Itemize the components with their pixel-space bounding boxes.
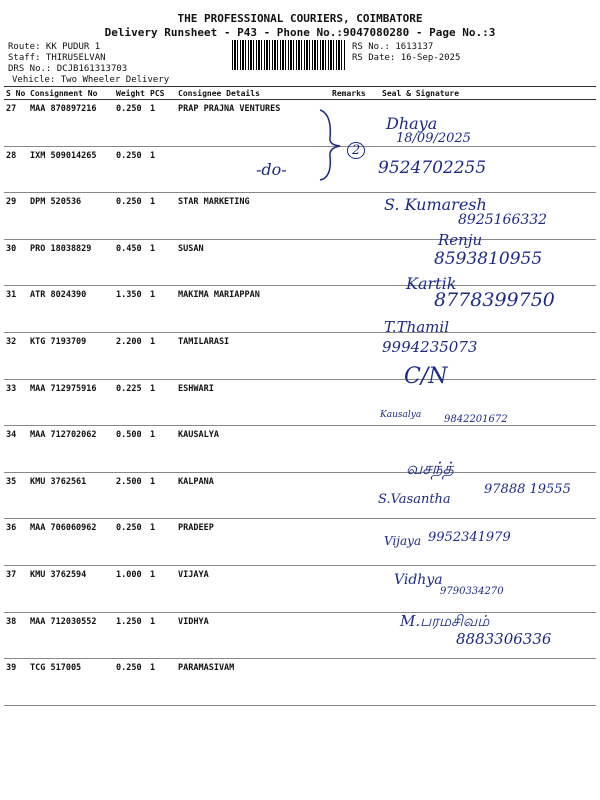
table-row bbox=[4, 146, 596, 193]
row-consignment-no: MAA 870897216 bbox=[28, 100, 114, 147]
row-consignment-no: MAA 712975916 bbox=[28, 379, 114, 426]
row-sno: 27 bbox=[4, 100, 28, 147]
col-weight-header: Weight bbox=[114, 87, 148, 100]
row-pcs: 1 bbox=[148, 193, 176, 240]
ditto-mark: -do- bbox=[256, 160, 287, 179]
row-consignment-no: KMU 3762594 bbox=[28, 565, 114, 612]
row-remarks bbox=[330, 565, 380, 612]
row-weight: 0.250 bbox=[114, 146, 148, 193]
row-seal-signature bbox=[380, 146, 596, 193]
row-remarks bbox=[330, 286, 380, 333]
row-pcs: 1 bbox=[148, 519, 176, 566]
row-sno: 29 bbox=[4, 193, 28, 240]
phone-38: 9790334270 bbox=[440, 586, 504, 597]
row-remarks bbox=[330, 659, 380, 706]
signature-30: Renju bbox=[438, 231, 483, 249]
row-sno: 33 bbox=[4, 379, 28, 426]
row-sno: 32 bbox=[4, 332, 28, 379]
table-row bbox=[4, 659, 596, 706]
barcode bbox=[232, 40, 346, 70]
signature-37: Vijaya bbox=[384, 534, 422, 548]
row-seal-signature bbox=[380, 286, 596, 333]
phone-28: 9524702255 bbox=[378, 158, 487, 178]
row-consignee: PRAP PRAJNA VENTURES bbox=[176, 100, 330, 147]
row-weight: 1.350 bbox=[114, 286, 148, 333]
row-seal-signature bbox=[380, 472, 596, 519]
col-consignment-header: Consignment No bbox=[28, 87, 114, 100]
table-row bbox=[4, 239, 596, 286]
signature-36: S.Vasantha bbox=[378, 492, 451, 507]
row-pcs: 1 bbox=[148, 379, 176, 426]
row-consignment-no: KTG 7193709 bbox=[28, 332, 114, 379]
runsheet-subtitle: Delivery Runsheet - P43 - Phone No.:9047080280 - Page No.:3 bbox=[104, 26, 496, 39]
signature-39: M.பரமசிவம் bbox=[400, 612, 490, 630]
row-pcs: 1 bbox=[148, 472, 176, 519]
table-row bbox=[4, 100, 596, 147]
row-consignee: VIJAYA bbox=[176, 565, 330, 612]
row-consignee: KAUSALYA bbox=[176, 426, 330, 473]
table-row bbox=[4, 472, 596, 519]
phone-34: 9842201672 bbox=[444, 414, 508, 425]
row-seal-signature bbox=[380, 612, 596, 659]
drs-label: DRS No.: DCJB161313703 bbox=[8, 64, 128, 74]
phone-30: 8593810955 bbox=[434, 249, 543, 269]
row-consignee: PARAMASIVAM bbox=[176, 659, 330, 706]
row-remarks bbox=[330, 332, 380, 379]
row-pcs: 1 bbox=[148, 146, 176, 193]
row-sno: 39 bbox=[4, 659, 28, 706]
row-consignee: MAKIMA MARIAPPAN bbox=[176, 286, 330, 333]
rs-date-label: RS Date: 16-Sep-2025 bbox=[352, 53, 461, 63]
signature-35: வசந்த் bbox=[406, 459, 454, 479]
table-row bbox=[4, 426, 596, 473]
row-seal-signature bbox=[380, 659, 596, 706]
row-weight: 0.450 bbox=[114, 239, 148, 286]
row-sno: 30 bbox=[4, 239, 28, 286]
row-weight: 0.500 bbox=[114, 426, 148, 473]
row-remarks bbox=[330, 193, 380, 240]
col-consignee-header: Consignee Details bbox=[176, 87, 330, 100]
table-row bbox=[4, 612, 596, 659]
row-remarks bbox=[330, 146, 380, 193]
signature-32: T.Thamil bbox=[384, 318, 449, 336]
table-row bbox=[4, 565, 596, 612]
row-consignment-no: DPM 520536 bbox=[28, 193, 114, 240]
row-consignment-no: PRO 18038829 bbox=[28, 239, 114, 286]
row-consignee: VIDHYA bbox=[176, 612, 330, 659]
row-consignee: PRADEEP bbox=[176, 519, 330, 566]
row-sno: 37 bbox=[4, 565, 28, 612]
row-pcs: 1 bbox=[148, 332, 176, 379]
row-weight: 0.250 bbox=[114, 519, 148, 566]
signature-38: Vidhya bbox=[394, 572, 443, 588]
signature-29: S. Kumaresh bbox=[384, 195, 487, 214]
rs-no-label: RS No.: 1613137 bbox=[352, 42, 434, 52]
row-sno: 31 bbox=[4, 286, 28, 333]
row-pcs: 1 bbox=[148, 426, 176, 473]
row-weight: 0.250 bbox=[114, 193, 148, 240]
row-consignment-no: MAA 712030552 bbox=[28, 612, 114, 659]
row-consignee: KALPANA bbox=[176, 472, 330, 519]
row-weight: 2.500 bbox=[114, 472, 148, 519]
row-sno: 34 bbox=[4, 426, 28, 473]
route-label: Route: KK PUDUR 1 bbox=[8, 42, 101, 52]
row-remarks bbox=[330, 379, 380, 426]
row-seal-signature bbox=[380, 565, 596, 612]
row-consignment-no: MAA 712702062 bbox=[28, 426, 114, 473]
col-signature-header: Seal & Signature bbox=[380, 87, 596, 100]
phone-36: 97888 19555 bbox=[484, 482, 571, 497]
phone-39: 8883306336 bbox=[456, 630, 552, 648]
table-row bbox=[4, 519, 596, 566]
table-row bbox=[4, 332, 596, 379]
signature-27-date: 18/09/2025 bbox=[396, 131, 471, 146]
table-row bbox=[4, 379, 596, 426]
row-consignment-no: ATR 8024390 bbox=[28, 286, 114, 333]
row-consignee: STAR MARKETING bbox=[176, 193, 330, 240]
table-row bbox=[4, 193, 596, 240]
row-weight: 0.225 bbox=[114, 379, 148, 426]
row-pcs: 1 bbox=[148, 100, 176, 147]
row-remarks bbox=[330, 426, 380, 473]
row-remarks bbox=[330, 519, 380, 566]
row-seal-signature bbox=[380, 100, 596, 147]
signature-31: Kartik bbox=[406, 274, 457, 293]
table-header-row bbox=[4, 87, 596, 100]
row-consignee bbox=[176, 146, 330, 193]
row-remarks bbox=[330, 612, 380, 659]
signature-27: Dhaya bbox=[386, 114, 438, 133]
row-seal-signature bbox=[380, 519, 596, 566]
row-weight: 0.250 bbox=[114, 100, 148, 147]
phone-29: 8925166332 bbox=[458, 212, 548, 228]
row-consignment-no: IXM 509014265 bbox=[28, 146, 114, 193]
bracket-count: 2 bbox=[347, 142, 365, 159]
company-title: THE PROFESSIONAL COURIERS, COIMBATORE bbox=[177, 12, 423, 25]
row-seal-signature bbox=[380, 239, 596, 286]
row-consignee: TAMILARASI bbox=[176, 332, 330, 379]
row-seal-signature bbox=[380, 426, 596, 473]
row-remarks bbox=[330, 472, 380, 519]
row-consignee: SUSAN bbox=[176, 239, 330, 286]
phone-37: 9952341979 bbox=[428, 530, 511, 545]
row-pcs: 1 bbox=[148, 612, 176, 659]
row-sno: 28 bbox=[4, 146, 28, 193]
phone-31: 8778399750 bbox=[434, 289, 555, 311]
runsheet-table bbox=[4, 86, 596, 706]
row-consignment-no: TCG 517005 bbox=[28, 659, 114, 706]
row-pcs: 1 bbox=[148, 286, 176, 333]
row-seal-signature bbox=[380, 379, 596, 426]
phone-32: 9994235073 bbox=[382, 338, 478, 356]
row-consignment-no: KMU 3762561 bbox=[28, 472, 114, 519]
vehicle-label: Vehicle: Two Wheeler Delivery bbox=[12, 75, 170, 85]
row-weight: 1.000 bbox=[114, 565, 148, 612]
col-sno-header: S No bbox=[4, 87, 28, 100]
col-remarks-header: Remarks bbox=[330, 87, 380, 100]
row-weight: 2.200 bbox=[114, 332, 148, 379]
row-weight: 1.250 bbox=[114, 612, 148, 659]
row-consignee: ESHWARI bbox=[176, 379, 330, 426]
table-row bbox=[4, 286, 596, 333]
row-pcs: 1 bbox=[148, 659, 176, 706]
row-remarks bbox=[330, 100, 380, 147]
row-sno: 38 bbox=[4, 612, 28, 659]
row-pcs: 1 bbox=[148, 239, 176, 286]
row-seal-signature bbox=[380, 193, 596, 240]
row-consignment-no: MAA 706060962 bbox=[28, 519, 114, 566]
staff-label: Staff: THIRUSELVAN bbox=[8, 53, 106, 63]
row-sno: 36 bbox=[4, 519, 28, 566]
signature-33: C/N bbox=[404, 364, 448, 389]
row-weight: 0.250 bbox=[114, 659, 148, 706]
row-remarks bbox=[330, 239, 380, 286]
signature-34: Kausalya bbox=[380, 410, 422, 420]
col-pcs-header: PCS bbox=[148, 87, 176, 100]
row-sno: 35 bbox=[4, 472, 28, 519]
row-pcs: 1 bbox=[148, 565, 176, 612]
row-seal-signature bbox=[380, 332, 596, 379]
